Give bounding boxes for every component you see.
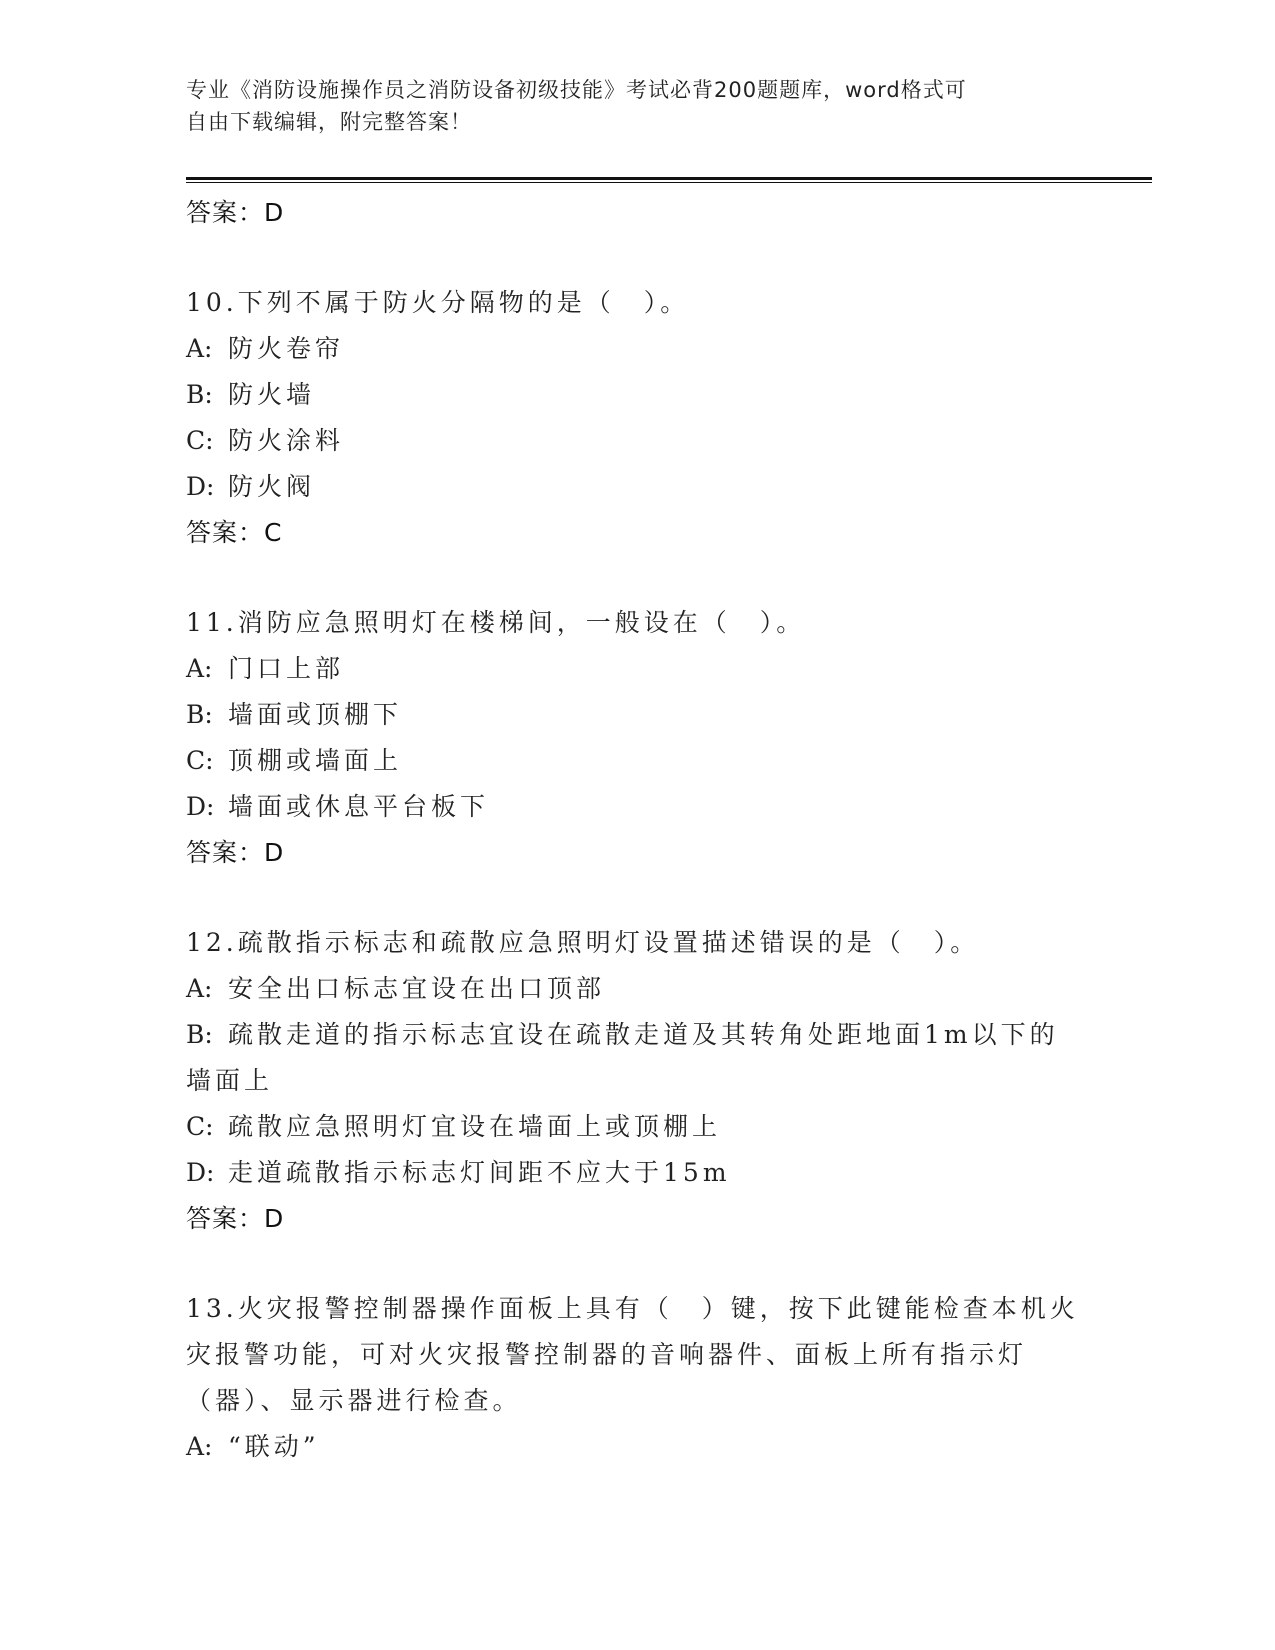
option-text: 墙面或顶棚下 [228,700,403,729]
option-text: 防火阀 [228,472,316,501]
question-13 [186,1286,1086,1470]
option-b [186,692,1086,738]
option-key: C: [186,426,214,455]
option-d [186,1150,1086,1196]
question-10 [186,280,1086,556]
option-key: D: [186,792,215,821]
option-key: A: [186,334,213,363]
option-text: 疏散走道的指示标志宜设在疏散走道及其转角处距地面1m以下的墙面上 [186,1020,1059,1095]
option-text: 防火卷帘 [228,334,345,363]
option-a [186,966,1086,1012]
option-key: A: [186,974,213,1003]
option-key: C: [186,1112,214,1141]
question-12 [186,920,1086,1242]
document-header [186,74,1086,138]
option-text: 防火墙 [228,380,316,409]
option-a [186,326,1086,372]
question-stem: 11.消防应急照明灯在楼梯间，一般设在（ ）。 [186,608,806,637]
option-c [186,1104,1086,1150]
option-text: 安全出口标志宜设在出口顶部 [228,974,606,1003]
answer-label: 答案：C [186,518,283,547]
answer-label: 答案：D [186,838,285,867]
question-stem: 13.火灾报警控制器操作面板上具有（ ）键，按下此键能检查本机火灾报警功能，可对火灾报警控制器的音响器件、面板上所有指示灯（器）、显示器进行检查。 [186,1294,1079,1415]
option-text: 墙面或休息平台板下 [228,792,490,821]
option-key: B: [186,380,213,409]
option-key: C: [186,746,214,775]
option-key: A: [186,654,213,683]
option-text: “联动” [228,1432,320,1461]
option-text: 门口上部 [228,654,345,683]
option-text: 防火涂料 [228,426,345,455]
option-c [186,418,1086,464]
header-line-1: 专业《消防设施操作员之消防设备初级技能》考试必背200题题库，word格式可 [186,78,967,102]
header-rule-thick [186,177,1152,180]
question-stem: 12.疏散指示标志和疏散应急照明灯设置描述错误的是（ ）。 [186,928,980,957]
option-d [186,784,1086,830]
option-key: B: [186,1020,213,1049]
option-key: A: [186,1432,213,1461]
header-line-2: 自由下载编辑，附完整答案！ [186,110,472,134]
option-key: D: [186,472,215,501]
option-text: 顶棚或墙面上 [228,746,403,775]
question-11 [186,600,1086,876]
answer-label: 答案：D [186,198,285,227]
document-body [186,190,1086,1470]
option-text: 走道疏散指示标志灯间距不应大于15m [228,1158,731,1187]
option-key: B: [186,700,213,729]
option-d [186,464,1086,510]
answer-label: 答案：D [186,1204,285,1233]
question-stem: 10.下列不属于防火分隔物的是（ ）。 [186,288,690,317]
option-b [186,1012,1086,1104]
option-a [186,1424,1086,1470]
header-rule-thin [186,182,1152,183]
option-key: D: [186,1158,215,1187]
option-b [186,372,1086,418]
option-a [186,646,1086,692]
option-c [186,738,1086,784]
option-text: 疏散应急照明灯宜设在墙面上或顶棚上 [228,1112,722,1141]
